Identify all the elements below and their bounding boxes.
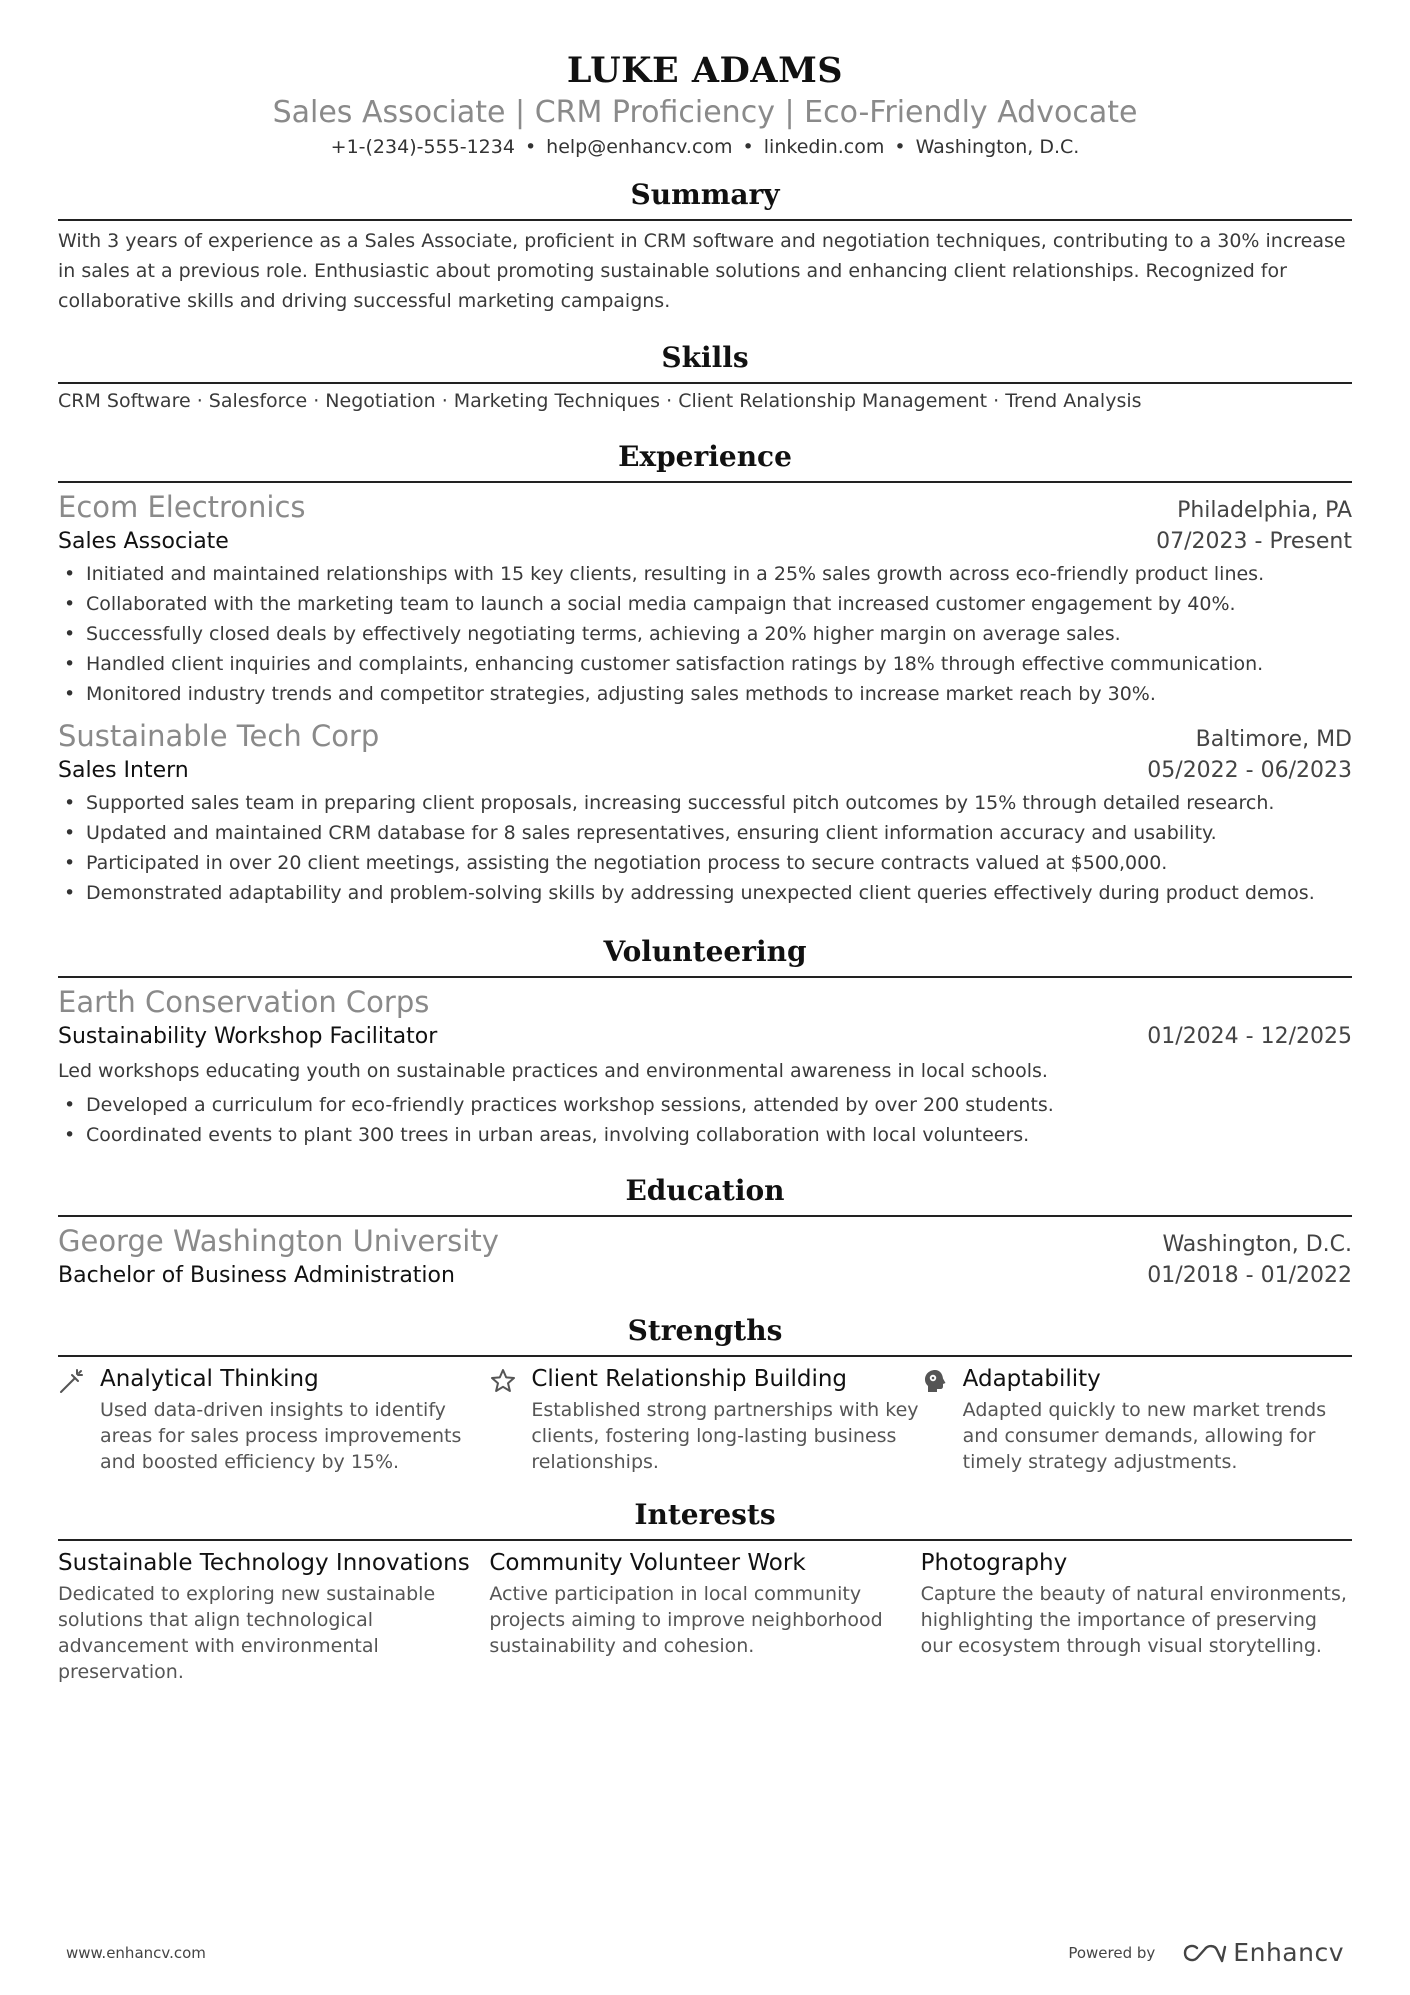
achievement-item: • Supported sales team in preparing client proposals, increasing successful pitch outcomes by 15% through detailed research. — [58, 788, 1352, 818]
achievement-item: • Initiated and maintained relationships with 15 key clients, resulting in a 25% sales growth across eco-friendly product lines. — [58, 559, 1352, 589]
brain-head-icon — [921, 1363, 963, 1475]
volunteer-description: Led workshops educating youth on sustainable practices and environmental awareness in local schools. — [58, 1060, 1048, 1082]
star-icon — [489, 1363, 531, 1475]
education-section — [58, 1173, 1352, 1292]
section-divider — [58, 1539, 1352, 1541]
company-name: Ecom Electronics — [58, 490, 306, 524]
entry-header — [58, 983, 1352, 1021]
organization-name: Earth Conservation Corps — [58, 985, 430, 1019]
entry-subheader — [58, 755, 1352, 787]
achievement-item: • Participated in over 20 client meetings, assisting the negotiation process to secure contracts valued at $500,000. — [58, 848, 1352, 878]
page-footer — [66, 1938, 1344, 1967]
strength-title: Adaptability — [962, 1366, 1101, 1392]
section-divider — [58, 1355, 1352, 1357]
contact-line — [58, 134, 1352, 160]
footer-branding — [1068, 1938, 1344, 1967]
resume-header — [58, 0, 1352, 160]
volunteering-section — [58, 934, 1352, 1150]
strength-description: Used data-driven insights to identify areas for sales process improvements and boosted efficiency by 15%. — [100, 1399, 462, 1473]
section-divider — [58, 382, 1352, 384]
section-title-interests: Interests — [634, 1498, 776, 1531]
section-title-summary: Summary — [630, 178, 780, 211]
strength-title: Client Relationship Building — [531, 1366, 848, 1392]
summary-section — [58, 177, 1352, 316]
achievement-list — [58, 788, 1352, 908]
strength-description: Adapted quickly to new market trends and consumer demands, allowing for timely strategy adjustments. — [962, 1399, 1327, 1473]
section-title-volunteering: Volunteering — [603, 935, 807, 968]
interests-grid — [58, 1547, 1352, 1685]
section-title-education: Education — [625, 1174, 785, 1207]
enhancv-logo[interactable] — [1181, 1938, 1344, 1967]
entry-subheader — [58, 1260, 1352, 1292]
section-divider — [58, 1215, 1352, 1217]
section-divider — [58, 481, 1352, 483]
volunteer-achievement-list — [58, 1090, 1352, 1150]
summary-text: With 3 years of experience as a Sales Associate, proficient in CRM software and negotiation techniques, contributing to a 30% increase in sales at a previous role. Enthusiastic about promoting sustainable solutions and enhancing client relationships. Recognized for collaborative skills and driving successful marketing campaigns. — [58, 230, 1346, 312]
section-divider — [58, 219, 1352, 221]
interest-title: Photography — [920, 1550, 1068, 1576]
entry-header — [58, 488, 1352, 526]
brand-name: Enhancv — [1233, 1938, 1344, 1967]
achievement-item: • Monitored industry trends and competitor strategies, adjusting sales methods to increase market reach by 30%. — [58, 679, 1352, 709]
skills-section — [58, 340, 1352, 416]
section-title-skills: Skills — [661, 341, 749, 374]
entry-header — [58, 717, 1352, 755]
school-location: Washington, D.C. — [1162, 1232, 1352, 1257]
interests-section — [58, 1497, 1352, 1685]
job-title: Sales Associate — [58, 529, 229, 554]
strengths-grid — [58, 1363, 1352, 1475]
contact-location: Washington, D.C. — [915, 136, 1080, 158]
company-name: Sustainable Tech Corp — [58, 719, 380, 753]
footer-website-link[interactable]: www.enhancv.com — [66, 1943, 206, 1962]
achievement-list — [58, 559, 1352, 709]
magic-wand-icon — [58, 1363, 100, 1475]
experience-entry — [58, 488, 1352, 709]
achievement-item: • Successfully closed deals by effectively negotiating terms, achieving a 20% higher margin on average sales. — [58, 619, 1352, 649]
strength-title: Analytical Thinking — [100, 1366, 319, 1392]
section-divider — [58, 976, 1352, 978]
achievement-item: • Handled client inquiries and complaints, enhancing customer satisfaction ratings by 18% through effective communication. — [58, 649, 1352, 679]
section-title-strengths: Strengths — [627, 1314, 783, 1347]
volunteer-role: Sustainability Workshop Facilitator — [58, 1024, 438, 1049]
achievement-item: • Developed a curriculum for eco-friendly practices workshop sessions, attended by over 200 students. — [58, 1090, 1352, 1120]
interest-description: Capture the beauty of natural environments, highlighting the importance of preserving our ecosystem through visual storytelling. — [920, 1583, 1347, 1657]
contact-email[interactable]: help@enhancv.com — [546, 136, 733, 158]
degree-name: Bachelor of Business Administration — [58, 1263, 455, 1288]
separator-dot: • — [894, 136, 906, 158]
contact-phone: +1-(234)-555-1234 — [330, 136, 515, 158]
skills-list: CRM Software · Salesforce · Negotiation · Marketing Techniques · Client Relationship Management · Trend Analysis — [58, 390, 1142, 412]
interest-item — [921, 1547, 1352, 1685]
company-location: Baltimore, MD — [1195, 727, 1352, 752]
job-dates: 07/2023 - Present — [1156, 529, 1352, 554]
strength-item — [58, 1363, 489, 1475]
job-title: Sales Intern — [58, 758, 189, 783]
contact-linkedin[interactable]: linkedin.com — [763, 136, 885, 158]
achievement-item: • Coordinated events to plant 300 trees in urban areas, involving collaboration with local volunteers. — [58, 1120, 1352, 1150]
enhancv-logo-icon — [1181, 1941, 1227, 1965]
job-dates: 05/2022 - 06/2023 — [1147, 758, 1352, 783]
interest-description: Active participation in local community projects aiming to improve neighborhood sustainability and cohesion. — [489, 1583, 883, 1657]
candidate-tagline: Sales Associate | CRM Proficiency | Eco-Friendly Advocate — [272, 95, 1138, 130]
interest-item — [58, 1547, 489, 1685]
candidate-name: LUKE ADAMS — [566, 50, 844, 91]
education-dates: 01/2018 - 01/2022 — [1147, 1263, 1352, 1288]
strength-item — [489, 1363, 920, 1475]
volunteer-dates: 01/2024 - 12/2025 — [1147, 1024, 1352, 1049]
section-title-experience: Experience — [618, 440, 792, 473]
company-location: Philadelphia, PA — [1177, 498, 1352, 523]
interest-item — [489, 1547, 920, 1685]
experience-entry — [58, 717, 1352, 908]
achievement-item: • Updated and maintained CRM database for 8 sales representatives, ensuring client information accuracy and usability. — [58, 818, 1352, 848]
powered-by-label: Powered by — [1068, 1943, 1156, 1962]
strengths-section — [58, 1313, 1352, 1475]
interest-title: Sustainable Technology Innovations — [58, 1550, 470, 1576]
school-name: George Washington University — [58, 1224, 499, 1258]
strength-description: Established strong partnerships with key clients, fostering long-lasting business relationships. — [531, 1399, 919, 1473]
interest-title: Community Volunteer Work — [489, 1550, 806, 1576]
achievement-item: • Demonstrated adaptability and problem-solving skills by addressing unexpected client queries effectively during product demos. — [58, 878, 1352, 908]
interest-description: Dedicated to exploring new sustainable solutions that align technological advancement with environmental preservation. — [58, 1583, 436, 1683]
experience-section — [58, 439, 1352, 908]
strength-item — [921, 1363, 1352, 1475]
achievement-item: • Collaborated with the marketing team to launch a social media campaign that increased customer engagement by 40%. — [58, 589, 1352, 619]
entry-subheader — [58, 526, 1352, 558]
entry-header — [58, 1222, 1352, 1260]
separator-dot: • — [524, 136, 537, 158]
entry-subheader — [58, 1021, 1352, 1053]
separator-dot: • — [742, 136, 754, 158]
